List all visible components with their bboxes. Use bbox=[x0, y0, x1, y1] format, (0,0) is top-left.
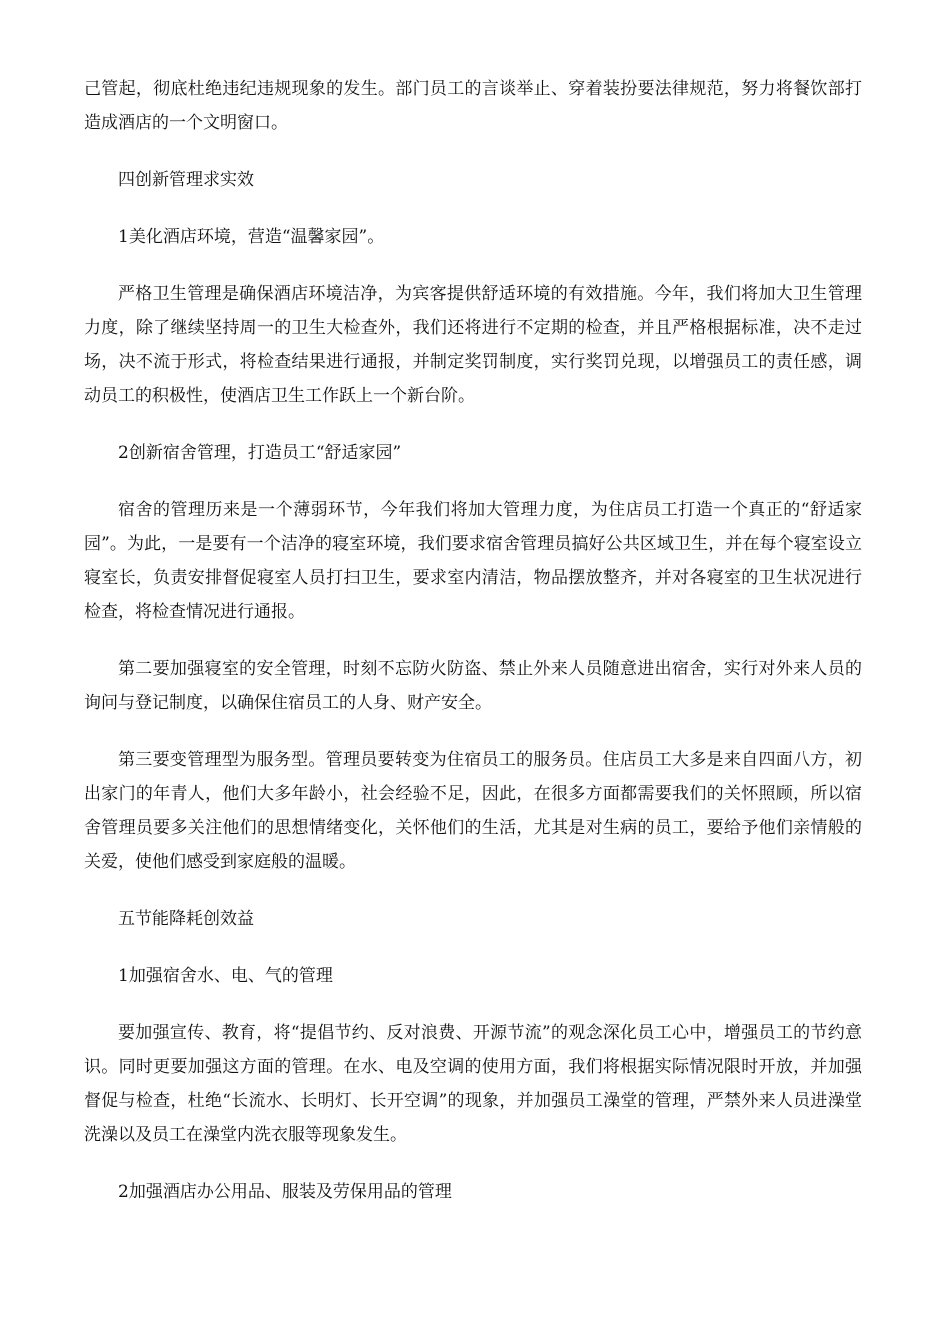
paragraph: 严格卫生管理是确保酒店环境洁净，为宾客提供舒适环境的有效措施。今年，我们将加大卫生管理力度，除了继续坚持周一的卫生大检查外，我们还将进行不定期的检查，并且严格根据标准，决不走过场，决不流于形式，将检查结果进行通报，并制定奖罚制度，实行奖罚兑现，以增强员工的责任感，调动员工的积极性，使酒店卫生工作跃上一个新台阶。 bbox=[84, 284, 862, 406]
section-heading-5: 五节能降耗创效益 bbox=[118, 909, 254, 929]
section-heading-4: 四创新管理求实效 bbox=[118, 170, 254, 190]
paragraph-continued: 己管起，彻底杜绝违纪违规现象的发生。部门员工的言谈举止、穿着装扮要法律规范，努力将餐饮部打造成酒店的一个文明窗口。 bbox=[84, 79, 862, 133]
paragraph: 要加强宣传、教育，将“提倡节约、反对浪费、开源节流”的观念深化员工心中，增强员工的节约意识。同时更要加强这方面的管理。在水、电及空调的使用方面，我们将根据实际情况限时开放，并加强督促与检查，杜绝“长流水、长明灯、长开空调”的现象，并加强员工澡堂的管理，严禁外来人员进澡堂洗澡以及员工在澡堂内洗衣服等现象发生。 bbox=[84, 1023, 862, 1145]
subheading-4-1: 1美化酒店环境，营造“温馨家园”。 bbox=[118, 227, 385, 247]
document-page bbox=[84, 72, 862, 1232]
subheading-5-2: 2加强酒店办公用品、服装及劳保用品的管理 bbox=[118, 1182, 452, 1202]
subheading-5-1: 1加强宿舍水、电、气的管理 bbox=[118, 966, 333, 986]
paragraph: 宿舍的管理历来是一个薄弱环节，今年我们将加大管理力度，为住店员工打造一个真正的“舒适家园”。为此，一是要有一个洁净的寝室环境，我们要求宿舍管理员搞好公共区域卫生，并在每个寝室设立寝室长，负责安排督促寝室人员打扫卫生，要求室内清洁，物品摆放整齐，并对各寝室的卫生状况进行检查，将检查情况进行通报。 bbox=[84, 500, 862, 622]
paragraph: 第二要加强寝室的安全管理，时刻不忘防火防盗、禁止外来人员随意进出宿舍，实行对外来人员的询问与登记制度，以确保住宿员工的人身、财产安全。 bbox=[84, 659, 862, 713]
paragraph: 第三要变管理型为服务型。管理员要转变为住宿员工的服务员。住店员工大多是来自四面八方，初出家门的年青人，他们大多年龄小，社会经验不足，因此，在很多方面都需要我们的关怀照顾，所以宿舍管理员要多关注他们的思想情绪变化，关怀他们的生活，尤其是对生病的员工，要给予他们亲情般的关爱，使他们感受到家庭般的温暖。 bbox=[84, 750, 862, 872]
subheading-4-2: 2创新宿舍管理，打造员工“舒适家园” bbox=[118, 443, 402, 463]
